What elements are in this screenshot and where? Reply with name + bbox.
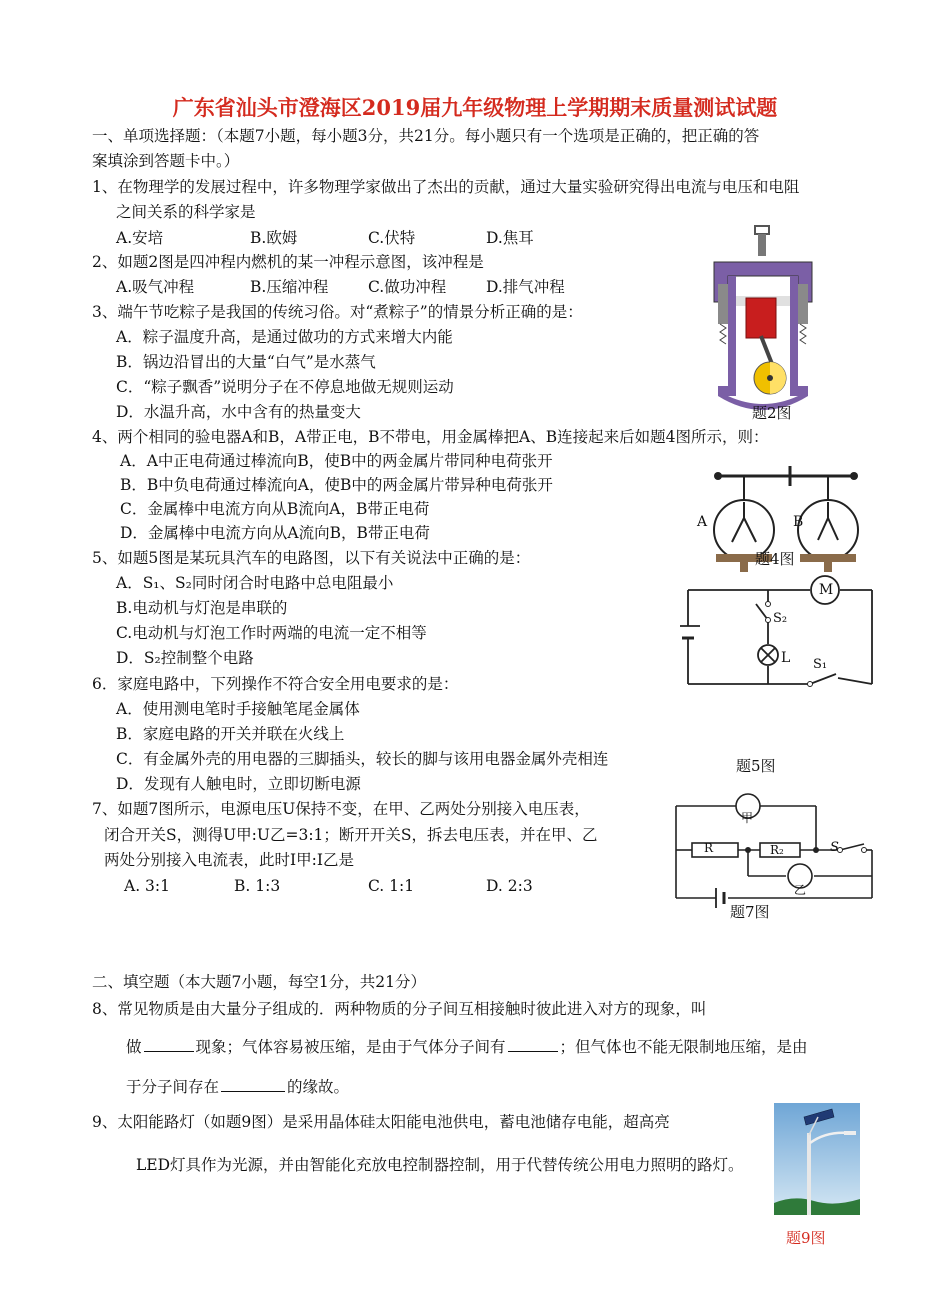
q7-option-d: D. 2:3 [486,877,533,895]
q7-option-b: B. 1:3 [234,877,281,895]
q3-option-a: A．粽子温度升高，是通过做功的方式来增大内能 [116,328,453,346]
q8-line2-text-a: 做 [126,1038,142,1056]
q9-figure-caption: 题9图 [786,1229,826,1247]
q6-option-b: B．家庭电路的开关并联在火线上 [116,725,345,743]
q8-blank-2[interactable] [508,1037,558,1052]
q4-option-c: C．金属棒中电流方向从B流向A，B带正电荷 [120,500,430,518]
q6-option-a: A．使用测电笔时手接触笔尾金属体 [116,700,360,718]
q3-option-b: B．锅边沿冒出的大量“白气”是水蒸气 [116,353,376,371]
q7-stem-line3: 两处分别接入电流表，此时I甲:I乙是 [104,851,354,869]
q4-figure-caption: 题4图 [755,550,795,568]
q7-option-a: A. 3:1 [124,877,170,895]
q8-line2-text-c: ；但气体也不能无限制地压缩，是由 [559,1038,808,1056]
q6-stem: 6．家庭电路中，下列操作不符合安全用电要求的是： [92,675,459,693]
q8-blank-1[interactable] [144,1037,194,1052]
q5-figure-caption: 题5图 [736,757,776,775]
q7-r1-label: R [704,841,714,855]
q7-figure-caption: 题7图 [730,903,770,921]
q4-stem: 4、两个相同的验电器A和B，A带正电，B不带电，用金属棒把A、B连接起来后如题4图所示，则： [92,428,769,446]
q3-stem: 3、端午节吃粽子是我国的传统习俗。对“煮粽子”的情景分析正确的是： [92,303,583,321]
q2-option-b: B.压缩冲程 [250,278,329,296]
q5-motor-label: M [818,582,834,598]
q5-s2-label: S₂ [773,611,788,626]
q1-option-a: A.安培 [116,229,164,247]
q8-line3-text-b: 的缘故。 [287,1078,350,1096]
q8-stem-line1: 8、常见物质是由大量分子组成的．两种物质的分子间互相接触时彼此进入对方的现象，叫 [92,1000,707,1018]
q9-stem-line1: 9、太阳能路灯（如题9图）是采用晶体硅太阳能电池供电，蓄电池储存电能，超高亮 [92,1113,670,1131]
q7-s-label: S [830,840,839,855]
q8-line2-text-b: 现象；气体容易被压缩，是由于气体分子间有 [195,1038,506,1056]
q5-s1-label: S₁ [813,657,828,672]
q4-label-b: B [793,514,804,530]
section1-instructions-line1: 一、单项选择题：（本题7小题，每小题3分，共21分。每小题只有一个选项是正确的，把正确的答 [92,127,760,145]
q5-option-b: B.电动机与灯泡是串联的 [116,599,288,617]
q8-line3 [126,1077,349,1097]
q1-stem-line2: 之间关系的科学家是 [116,203,256,221]
q1-stem-line1: 1、在物理学的发展过程中，许多物理学家做出了杰出的贡献，通过大量实验研究得出电流与电压和电阻 [92,178,800,196]
q1-option-c: C.伏特 [368,229,416,247]
q7-stem-line1: 7、如题7图所示，电源电压U保持不变，在甲、乙两处分别接入电压表， [92,800,590,818]
q2-engine-figure [708,224,818,420]
q4-label-a: A [697,514,708,530]
q2-option-c: C.做功冲程 [368,278,447,296]
q5-option-d: D．S₂控制整个电路 [116,649,254,667]
q2-option-d: D.排气冲程 [486,278,565,296]
q2-figure-caption: 题2图 [752,404,792,422]
q6-option-d: D．发现有人触电时，立即切断电源 [116,775,361,793]
q1-option-d: D.焦耳 [486,229,534,247]
q5-option-a: A．S₁、S₂同时闭合时电路中总电阻最小 [116,574,394,592]
q8-blank-3[interactable] [221,1077,285,1092]
q4-option-b: B．B中负电荷通过棒流向A，使B中的两金属片带异种电荷张开 [120,476,553,494]
q9-stem-line2: LED灯具作为光源，并由智能化充放电控制器控制，用于代替传统公用电力照明的路灯。 [136,1156,744,1174]
q5-option-c: C.电动机与灯泡工作时两端的电流一定不相等 [116,624,427,642]
q8-line2 [126,1037,808,1057]
section1-instructions-line2: 案填涂到答题卡中。） [92,152,240,170]
q5-circuit-figure [680,574,880,690]
q9-solar-streetlight-photo [774,1103,860,1215]
q7-jia-label: 甲 [741,811,754,825]
q7-yi-label: 乙 [794,883,807,897]
q1-option-b: B.欧姆 [250,229,298,247]
q2-stem: 2、如题2图是四冲程内燃机的某一冲程示意图，该冲程是 [92,253,484,271]
q5-stem: 5、如题5图是某玩具汽车的电路图，以下有关说法中正确的是： [92,549,531,567]
q8-line3-text-a: 于分子间存在 [126,1078,220,1096]
q4-option-d: D．金属棒中电流方向从A流向B，B带正电荷 [120,524,430,542]
q2-option-a: A.吸气冲程 [116,278,195,296]
q5-lamp-label: L [781,650,791,666]
page-title: 广东省汕头市澄海区2019届九年级物理上学期期末质量测试试题 [172,95,778,120]
q7-stem-line2: 闭合开关S，测得U甲:U乙=3:1；断开开关S，拆去电压表，并在甲、乙 [104,826,598,844]
section2-heading: 二、填空题（本大题7小题，每空1分，共21分） [92,973,426,991]
q3-option-d: D．水温升高，水中含有的热量变大 [116,403,361,421]
q3-option-c: C．“粽子飘香”说明分子在不停息地做无规则运动 [116,378,454,396]
q6-option-c: C．有金属外壳的用电器的三脚插头，较长的脚与该用电器金属外壳相连 [116,750,609,768]
q7-r2-label: R₂ [770,843,784,857]
q4-option-a: A．A中正电荷通过棒流向B，使B中的两金属片带同种电荷张开 [120,452,553,470]
q7-option-c: C. 1:1 [368,877,415,895]
